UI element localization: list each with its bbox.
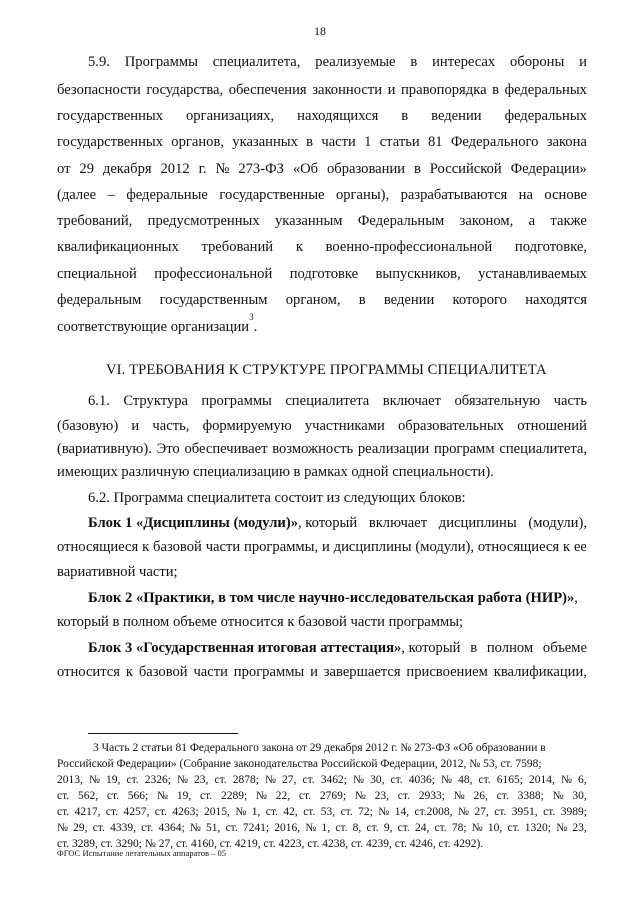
word: в xyxy=(492,82,500,98)
word: – xyxy=(107,187,115,203)
word: ст. xyxy=(141,822,154,834)
word: ст. xyxy=(335,822,348,834)
word: № xyxy=(471,822,483,834)
word: разрабатываются xyxy=(400,187,508,203)
word: включает xyxy=(382,393,442,409)
word: ведении xyxy=(383,292,435,308)
word: части xyxy=(321,134,356,150)
word: государства, xyxy=(146,82,224,98)
paragraph-6-1-last-line xyxy=(57,462,587,482)
word: ст. xyxy=(225,822,238,834)
word: законом, xyxy=(459,213,514,229)
word: ст. xyxy=(303,806,316,818)
word: объеме xyxy=(542,640,587,656)
word: ст. 3289, ст. 3290; № 27, ст. 4160, ст. 4219, ст. 4223, ст. 4238, ст. 4239, ст. 4246, ст. 4292). xyxy=(57,838,484,850)
word: 562, xyxy=(77,790,99,802)
word: 19, xyxy=(176,790,192,802)
word: 27, xyxy=(282,774,297,786)
word: образовании xyxy=(327,161,406,177)
word: федеральных xyxy=(504,108,587,124)
word: 3388; xyxy=(517,790,544,802)
word: 5.9. xyxy=(88,54,110,70)
word: 48, xyxy=(458,774,473,786)
word: к xyxy=(142,539,150,555)
word: реализуемые xyxy=(315,54,396,70)
word: 2015, xyxy=(204,806,230,818)
word: ст. xyxy=(340,806,353,818)
word: 273-ФЗ xyxy=(238,161,284,177)
word: специальной xyxy=(57,266,137,282)
text-line xyxy=(88,391,587,411)
text-line xyxy=(57,211,587,231)
word: дисциплины xyxy=(438,515,517,531)
word: № xyxy=(88,774,100,786)
word: 1 xyxy=(364,134,372,150)
word: 23, xyxy=(572,822,587,834)
word: ст. xyxy=(214,774,227,786)
word: указанным xyxy=(274,213,343,229)
word: ст. xyxy=(390,774,403,786)
text-line xyxy=(57,80,587,100)
word: 78; xyxy=(451,822,467,834)
word: № xyxy=(457,806,469,818)
word: (модули), xyxy=(415,539,475,555)
word: ст. xyxy=(298,790,312,802)
word: 1, xyxy=(251,806,261,818)
footnote-line xyxy=(93,741,587,756)
word: ст. xyxy=(106,790,119,802)
word: требований xyxy=(201,239,274,255)
word: и xyxy=(131,418,140,434)
word: относящиеся xyxy=(57,539,139,555)
word: «Об xyxy=(292,161,319,177)
word: , который xyxy=(298,515,358,531)
word: на xyxy=(518,187,533,203)
word: также xyxy=(550,213,587,229)
block-3-line-2 xyxy=(57,662,587,682)
word: 3951, xyxy=(511,806,538,818)
word: № xyxy=(157,790,169,802)
word: ведении xyxy=(431,108,482,124)
word: дисциплины xyxy=(333,539,412,555)
word: 23, xyxy=(194,774,209,786)
block-2-last-line xyxy=(57,612,587,632)
word: полном xyxy=(486,640,534,656)
text-line xyxy=(57,132,587,152)
word: 53, xyxy=(320,806,336,818)
word: в xyxy=(413,161,421,177)
word: а xyxy=(528,213,536,229)
word: ст. xyxy=(57,790,70,802)
word: ст. xyxy=(496,790,509,802)
word: декабря xyxy=(102,161,152,177)
word: № xyxy=(353,774,364,786)
word: № xyxy=(215,161,230,177)
word: законности xyxy=(312,82,383,98)
word: профессиональной xyxy=(154,266,273,282)
word: 2933; xyxy=(418,790,445,802)
word: ст. xyxy=(434,822,447,834)
word: и xyxy=(579,54,587,70)
footnote-line xyxy=(57,773,587,788)
word: Федеральным xyxy=(357,213,445,229)
word: требований, xyxy=(57,213,133,229)
text-line xyxy=(57,185,587,205)
word: относится xyxy=(57,664,120,680)
word: базовой xyxy=(138,664,188,680)
word: ст. xyxy=(478,774,491,786)
paragraph-text: 6.2. Программа специалитета состоит из следующих блоков: xyxy=(88,490,466,506)
word: отношений xyxy=(517,418,587,434)
word: ст. xyxy=(397,790,410,802)
word: 29 xyxy=(79,161,94,177)
word: 1320; xyxy=(524,822,551,834)
text-line xyxy=(57,416,587,436)
word: и xyxy=(321,539,330,555)
word: в xyxy=(358,292,366,308)
word: к xyxy=(562,539,571,555)
punctuation: , xyxy=(574,590,578,606)
text-line xyxy=(57,439,587,459)
word: федеральных xyxy=(504,82,587,98)
word: государственных xyxy=(57,134,164,150)
block-1-line xyxy=(88,513,587,533)
page-footer: ФГОС Испытание летательных аппаратов – 05 xyxy=(57,848,227,858)
block-1-last-line xyxy=(57,562,587,582)
word: 27, xyxy=(474,806,489,818)
word: к xyxy=(125,664,133,680)
word: безопасности xyxy=(57,82,141,98)
block-1-line-2 xyxy=(57,537,587,557)
word: 51, xyxy=(206,822,221,834)
word: 2016, xyxy=(274,822,301,834)
paragraph-6-2 xyxy=(88,488,587,508)
word: ст.2008, xyxy=(414,806,453,818)
word: № xyxy=(264,774,276,786)
word: включает xyxy=(368,515,428,531)
word: которого xyxy=(452,292,507,308)
word: ее xyxy=(573,539,587,555)
word: завершается xyxy=(323,664,401,680)
word: присвоением xyxy=(406,664,488,680)
word: ст. xyxy=(92,822,105,834)
word: 9, xyxy=(383,822,393,834)
text-line xyxy=(57,106,587,126)
word: программ xyxy=(433,441,495,457)
word: № xyxy=(189,822,201,834)
word: 23, xyxy=(374,790,389,802)
word: 6165; xyxy=(496,774,523,786)
word: № xyxy=(354,790,366,802)
word: 2014, xyxy=(529,774,555,786)
word: устанавливаемых xyxy=(478,266,587,282)
footnote-line xyxy=(57,805,587,820)
word: Российской Федерации» (Собрание законодательства Российской Федерации, 2012, № 53, ст. 7598; xyxy=(57,758,542,770)
word: № xyxy=(378,806,390,818)
word: № xyxy=(560,774,572,786)
word: обеспечивает xyxy=(184,441,268,457)
word: программы xyxy=(233,664,305,680)
word: № xyxy=(441,774,452,786)
word: указанных xyxy=(232,134,298,150)
word: Федерации» xyxy=(510,161,587,177)
text-line xyxy=(57,264,587,284)
word: (базовую) xyxy=(57,418,119,434)
word: государственные xyxy=(219,187,325,203)
word: интересах xyxy=(432,54,496,70)
block-3-title-wrap xyxy=(88,638,460,658)
word: части xyxy=(205,539,241,555)
word: 6.1. xyxy=(88,393,110,409)
word: 1, xyxy=(321,822,331,834)
word: 4263; xyxy=(172,806,199,818)
word: подготовке xyxy=(289,266,359,282)
word: ст. xyxy=(200,790,213,802)
text-line xyxy=(57,237,587,257)
word: г. xyxy=(198,161,207,177)
word: в xyxy=(470,640,478,656)
word: 42, xyxy=(283,806,298,818)
word: программы, xyxy=(244,539,319,555)
word: 2878; xyxy=(232,774,259,786)
word: участниками xyxy=(304,418,385,434)
paragraph-text: соответствующие организации xyxy=(57,319,250,335)
word: 2769; xyxy=(319,790,347,802)
word: 14, xyxy=(394,806,410,818)
word: программы xyxy=(201,393,272,409)
footnote-line xyxy=(57,821,587,836)
word: 26, xyxy=(473,790,488,802)
word: Федерального xyxy=(450,134,539,150)
word: подготовке, xyxy=(514,239,587,255)
word: Российской xyxy=(429,161,502,177)
word: базовой xyxy=(153,539,202,555)
word: ст. xyxy=(154,806,167,818)
word: 2326; xyxy=(144,774,171,786)
word: № xyxy=(255,790,267,802)
word: государственным xyxy=(159,292,268,308)
paragraph-text: который в полном объеме относится к базовой части программы; xyxy=(57,614,464,630)
word: Это xyxy=(156,441,180,457)
paragraph-text: вариативной части; xyxy=(57,564,178,580)
word: органов, xyxy=(171,134,224,150)
word: к xyxy=(295,239,303,255)
word: правопорядка xyxy=(400,82,487,98)
page-number: 18 xyxy=(314,24,326,38)
word: 10, xyxy=(487,822,503,834)
word: относящиеся xyxy=(477,539,560,555)
word: (модули), xyxy=(528,515,587,531)
word: обороны xyxy=(510,54,565,70)
word: № xyxy=(305,822,317,834)
word: образовательных xyxy=(398,418,504,434)
word: 4364; xyxy=(158,822,185,834)
footnote-line xyxy=(57,789,587,804)
block-2-line xyxy=(88,588,587,608)
word: органы), xyxy=(335,187,390,203)
word: закона xyxy=(546,134,587,150)
word: и xyxy=(387,82,396,98)
word: Программы xyxy=(124,54,198,70)
text-line xyxy=(88,52,587,72)
word: № xyxy=(453,790,465,802)
word: в xyxy=(306,134,314,150)
word: квалификационных xyxy=(57,239,179,255)
word: организациях, xyxy=(185,108,275,124)
word: предусмотренных xyxy=(147,213,260,229)
word: и xyxy=(310,664,318,680)
word: 4339, xyxy=(110,822,136,834)
word: 3989; xyxy=(560,806,587,818)
word: 2013, xyxy=(57,774,83,786)
word: 2289; xyxy=(220,790,248,802)
word: Структура xyxy=(123,393,188,409)
word: выпускников, xyxy=(375,266,461,282)
paragraph-text: имеющих различную специализацию в рамках одной специальности). xyxy=(57,464,494,480)
block-1-title-wrap xyxy=(88,513,357,533)
word: специалитета, xyxy=(499,441,587,457)
footnote-line xyxy=(57,757,587,772)
word: части xyxy=(193,664,228,680)
word: 72; xyxy=(358,806,373,818)
word: 3462; xyxy=(320,774,347,786)
word: в xyxy=(401,108,409,124)
word: 30, xyxy=(370,774,385,786)
block-3-line xyxy=(88,638,587,658)
word: ст. xyxy=(302,774,315,786)
word: 6, xyxy=(578,774,587,786)
footnote-reference: 3 xyxy=(249,312,254,322)
word: от xyxy=(57,161,71,177)
word: органом, xyxy=(285,292,341,308)
word: ст. xyxy=(543,806,556,818)
word: 3 Часть 2 статьи 81 Федерального закона от 29 декабря 2012 г. № 273-ФЗ «Об образовании в xyxy=(93,742,546,754)
word: № xyxy=(556,822,568,834)
word: 81 xyxy=(427,134,443,150)
word: 566; xyxy=(127,790,149,802)
block-1-title: Блок 1 «Дисциплины (модули)» xyxy=(88,515,298,531)
word: 4217, xyxy=(74,806,101,818)
word: (вариативную). xyxy=(57,441,152,457)
word: формируемую xyxy=(202,418,292,434)
word: возможность xyxy=(272,441,354,457)
word: ст. xyxy=(397,822,410,834)
word: 4036; xyxy=(408,774,435,786)
word: 2012 xyxy=(160,161,190,177)
word: федеральным xyxy=(57,292,142,308)
word: государственных xyxy=(57,108,164,124)
block-3-title: Блок 3 «Государственная итоговая аттестация» xyxy=(88,640,402,656)
word: 30, xyxy=(572,790,587,802)
word: 7241; xyxy=(242,822,270,834)
word: (далее xyxy=(57,187,97,203)
text-line xyxy=(57,159,587,179)
paragraph-5-9-last-line: соответствующие организации 3 . xyxy=(57,312,258,335)
word: № xyxy=(235,806,247,818)
word: 24, xyxy=(414,822,430,834)
word: реализации xyxy=(357,441,430,457)
word: 19, xyxy=(106,774,121,786)
word: специалитета, xyxy=(212,54,301,70)
word: часть xyxy=(553,393,587,409)
text-line xyxy=(57,290,587,310)
word: 8, xyxy=(352,822,362,834)
footnote-separator xyxy=(88,733,238,734)
word: ст. xyxy=(507,822,520,834)
word: находящихся xyxy=(297,108,379,124)
word: квалификации, xyxy=(493,664,587,680)
word: ст. xyxy=(494,806,507,818)
word: военно-профессиональной xyxy=(325,239,493,255)
word: ст. xyxy=(366,822,379,834)
word: ст. xyxy=(126,774,139,786)
word: 29, xyxy=(73,822,88,834)
block-2-title: Блок 2 «Практики, в том числе научно-исследовательская работа (НИР)» xyxy=(88,590,575,606)
word: специалитета xyxy=(285,393,370,409)
word: основе xyxy=(544,187,587,203)
word: 4257, xyxy=(123,806,150,818)
word: часть, xyxy=(152,418,190,434)
word: № xyxy=(552,790,564,802)
word: ст. xyxy=(105,806,119,818)
word: в xyxy=(410,54,418,70)
word: статьи xyxy=(379,134,420,150)
word: федеральные xyxy=(126,187,208,203)
section-heading: VI. ТРЕБОВАНИЯ К СТРУКТУРЕ ПРОГРАММЫ СПЕЦИАЛИТЕТА xyxy=(106,362,547,378)
word: обеспечения xyxy=(228,82,307,98)
word: обязательную xyxy=(454,393,541,409)
word: ст. xyxy=(57,806,70,818)
word: № xyxy=(57,822,68,834)
word: ст. xyxy=(265,806,278,818)
word: № xyxy=(176,774,188,786)
word: 22, xyxy=(275,790,291,802)
word: , который xyxy=(401,640,461,656)
word: находятся xyxy=(525,292,587,308)
